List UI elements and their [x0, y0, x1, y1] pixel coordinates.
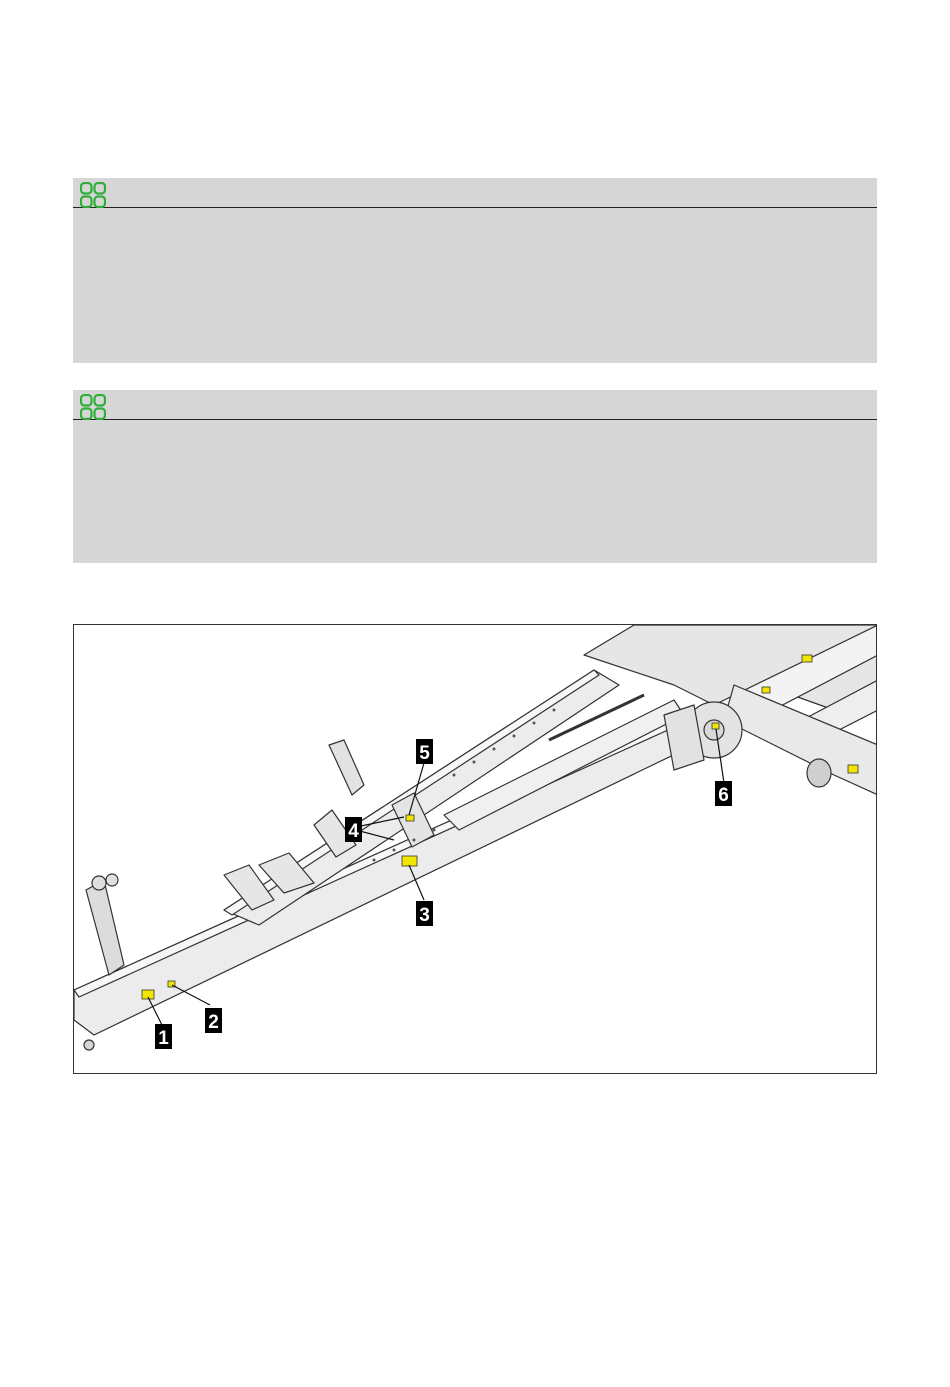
callout-2	[205, 1008, 222, 1033]
info-grid-icon	[80, 182, 106, 208]
machine-drawing	[74, 625, 877, 1074]
callout-4	[345, 817, 362, 842]
callout-label: 4	[348, 821, 359, 842]
callout-label: 2	[208, 1012, 219, 1033]
note-header	[73, 178, 877, 208]
callout-label: 6	[718, 785, 729, 806]
note-box-1	[73, 178, 877, 363]
callout-label: 5	[419, 743, 430, 764]
decal-3	[402, 856, 417, 866]
callout-6	[715, 781, 732, 806]
drawbar-beam	[74, 720, 714, 1035]
callout-3	[416, 901, 433, 926]
jack-stand	[86, 880, 124, 975]
callout-label: 1	[158, 1028, 169, 1049]
note-header	[73, 390, 877, 420]
info-grid-icon	[80, 394, 106, 420]
decal-6	[712, 723, 719, 729]
decal-4	[406, 815, 414, 821]
machine-drawing-figure	[73, 624, 877, 1074]
callout-label: 3	[419, 905, 430, 926]
note-box-2	[73, 390, 877, 563]
callout-5	[416, 739, 433, 764]
callout-1	[155, 1024, 172, 1049]
